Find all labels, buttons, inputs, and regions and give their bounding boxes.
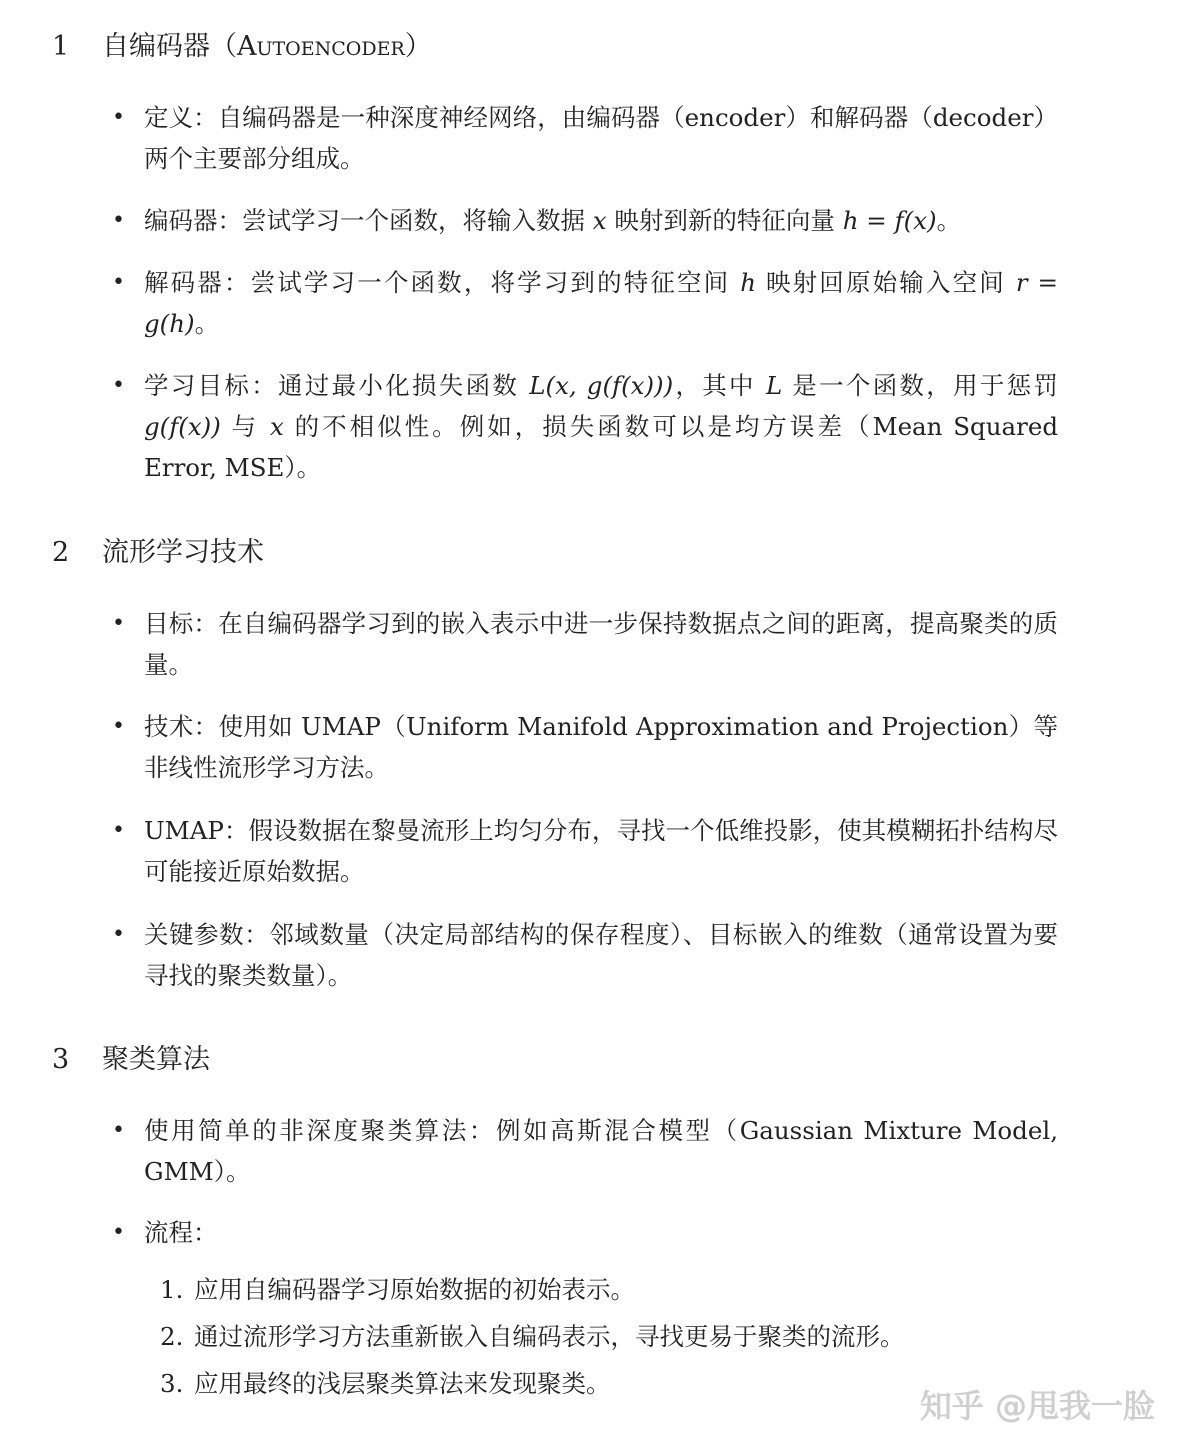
math-expression: x [269,412,284,441]
text-run: UMAP：假设数据在黎曼流形上均匀分布，寻找一个低维投影，使其模糊拓扑结构尽可能接近原始数据。 [144,816,1058,886]
section-title: 流形学习技术 [102,537,264,568]
bullet-dot: • [112,611,125,636]
text-run: 使用简单的非深度聚类算法：例如高斯混合模型（Gaussian Mixture Model, GMM）。 [144,1116,1058,1186]
text-run: 映射回原始输入空间 [756,268,1016,297]
bullet-item [112,706,1058,788]
bullet-text [144,603,1058,685]
bullet-item [112,262,1058,344]
bullet-item [112,200,1058,241]
text-run: 编码器：尝试学习一个函数，将输入数据 [144,206,593,235]
text-run: 解码器：尝试学习一个函数，将学习到的特征空间 [144,268,741,297]
text-run: 目标：在自编码器学习到的嵌入表示中进一步保持数据点之间的距离，提高聚类的质量。 [144,609,1058,679]
bullet-text [144,97,1058,179]
text-run: 。 [936,206,962,235]
bullet-item [112,914,1058,996]
text-run: 关键参数：邻域数量（决定局部结构的保存程度）、目标嵌入的维数（通常设置为要寻找的聚类数量）。 [144,920,1058,990]
bullet-text [144,200,1058,241]
ordered-list-item [160,1367,611,1401]
bullet-item [112,1212,1058,1253]
step-number: 1. [160,1275,184,1304]
section-title-prefix: 自编码器（ [102,31,237,62]
text-run: 映射到新的特征向量 [606,206,843,235]
bullet-item [112,603,1058,685]
bullet-text [144,365,1058,488]
section-title-suffix: ） [404,31,432,62]
math-expression: r = g(h) [144,268,1058,338]
bullet-text [144,1110,1058,1192]
bullet-item [112,365,1058,488]
bullet-dot: • [112,1118,125,1143]
bullet-text [144,706,1058,788]
section-number: 3 [52,1044,70,1075]
section-title-smallcaps: Autoencoder [237,31,405,62]
bullet-text [144,914,1058,996]
bullet-dot: • [112,105,125,130]
bullet-dot: • [112,714,125,739]
section-heading [52,536,264,570]
bullet-dot: • [112,922,125,947]
math-expression: L [765,371,783,400]
math-expression: h = f(x) [842,206,937,235]
step-text: 应用最终的浅层聚类算法来发现聚类。 [194,1369,611,1398]
bullet-text [144,262,1058,344]
math-expression: g(f(x)) [144,412,221,441]
bullet-dot: • [112,818,125,843]
text-run: 是一个函数，用于惩罚 [782,371,1058,400]
section-title: 聚类算法 [102,1044,210,1075]
text-run: 定义：自编码器是一种深度神经网络，由编码器（encoder）和解码器（decoder）两个主要部分组成。 [144,103,1058,173]
bullet-item [112,1110,1058,1192]
watermark: 知乎 @甩我一脸 [919,1387,1155,1425]
section-heading [52,30,432,64]
bullet-item [112,810,1058,892]
section-heading [52,1043,210,1077]
text-run: 技术：使用如 UMAP（Uniform Manifold Approximation and Projection）等非线性流形学习方法。 [144,712,1058,782]
step-number: 2. [160,1322,184,1351]
math-expression: h [740,268,757,297]
step-text: 通过流形学习方法重新嵌入自编码表示，寻找更易于聚类的流形。 [194,1322,905,1351]
math-expression: L(x, g(f(x))) [529,371,674,400]
ordered-list-item [160,1320,905,1354]
bullet-text [144,1212,1058,1253]
section-title [102,31,432,62]
math-expression: x [592,206,607,235]
text-run: ，其中 [673,371,766,400]
text-run: 。 [194,309,220,338]
ordered-list-item [160,1273,635,1307]
text-run: 流程： [144,1218,218,1247]
bullet-dot: • [112,1220,125,1245]
bullet-dot: • [112,208,125,233]
text-run: 与 [220,412,270,441]
bullet-dot: • [112,270,125,295]
step-number: 3. [160,1369,184,1398]
bullet-text [144,810,1058,892]
text-run: 的不相似性。例如，损失函数可以是均方误差（Mean Squared Error, MSE）。 [144,412,1059,482]
section-number: 1 [52,31,70,62]
text-run: 学习目标：通过最小化损失函数 [144,371,530,400]
bullet-item [112,97,1058,179]
bullet-dot: • [112,373,125,398]
step-text: 应用自编码器学习原始数据的初始表示。 [194,1275,635,1304]
section-number: 2 [52,537,70,568]
